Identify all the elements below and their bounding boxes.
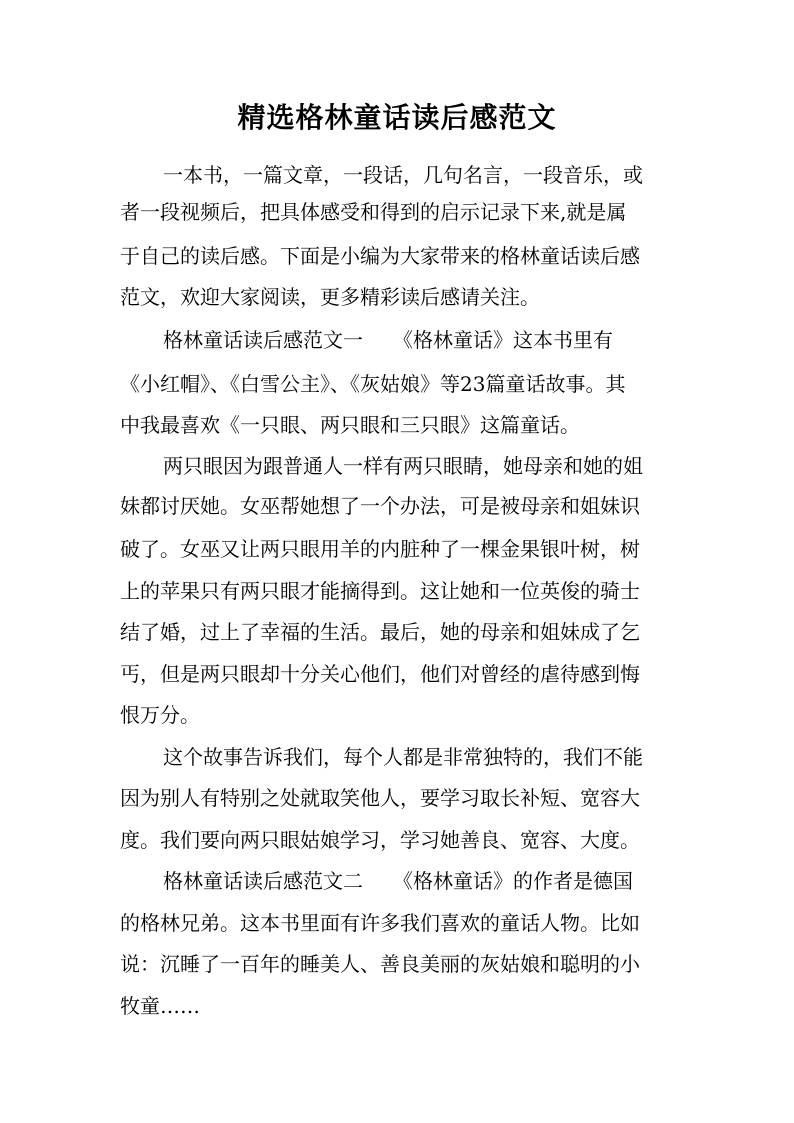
text-line: 的格林兄弟。这本书里面有许多我们喜欢的童话人物。比如	[120, 911, 640, 935]
text-line: 中我最喜欢《一只眼、两只眼和三只眼》这篇童话。	[120, 413, 580, 437]
document-title: 精选格林童话读后感范文	[237, 101, 557, 134]
text-line: 者一段视频后，把具体感受和得到的启示记录下来,就是属	[120, 200, 627, 224]
text-line: 因为别人有特别之处就取笑他人，要学习取长补短、宽容大	[120, 786, 640, 810]
text-line: 结了婚，过上了幸福的生活。最后，她的母亲和姐妹成了乞	[120, 620, 640, 644]
text-line: 格林童话读后感范文二 《格林童话》的作者是德国	[163, 869, 633, 893]
text-line: 说：沉睡了一百年的睡美人、善良美丽的灰姑娘和聪明的小	[120, 952, 640, 976]
text-line: 《小红帽》、《白雪公主》、《灰姑娘》等23篇童话故事。其	[120, 372, 626, 396]
text-line: 牧童……	[120, 994, 200, 1018]
text-line: 两只眼因为跟普通人一样有两只眼睛，她母亲和她的姐	[163, 454, 643, 478]
text-line: 于自己的读后感。下面是小编为大家带来的格林童话读后感	[120, 244, 640, 268]
text-line: 度。我们要向两只眼姑娘学习，学习她善良、宽容、大度。	[120, 828, 640, 852]
text-line: 范文，欢迎大家阅读，更多精彩读后感请关注。	[120, 285, 540, 309]
text-line: 丐，但是两只眼却十分关心他们，他们对曾经的虐待感到悔	[120, 662, 640, 686]
text-line: 格林童话读后感范文一 《格林童话》这本书里有	[163, 328, 613, 352]
text-line: 恨万分。	[120, 703, 200, 727]
text-line: 破了。女巫又让两只眼用羊的内脏种了一棵金果银叶树，树	[120, 537, 640, 561]
text-line: 这个故事告诉我们，每个人都是非常独特的，我们不能	[163, 745, 643, 769]
text-line: 上的苹果只有两只眼才能摘得到。这让她和一位英俊的骑士	[120, 579, 640, 603]
text-line: 一本书，一篇文章，一段话，几句名言，一段音乐，或	[163, 163, 643, 187]
text-line: 妹都讨厌她。女巫帮她想了一个办法，可是被母亲和姐妹识	[120, 494, 640, 518]
